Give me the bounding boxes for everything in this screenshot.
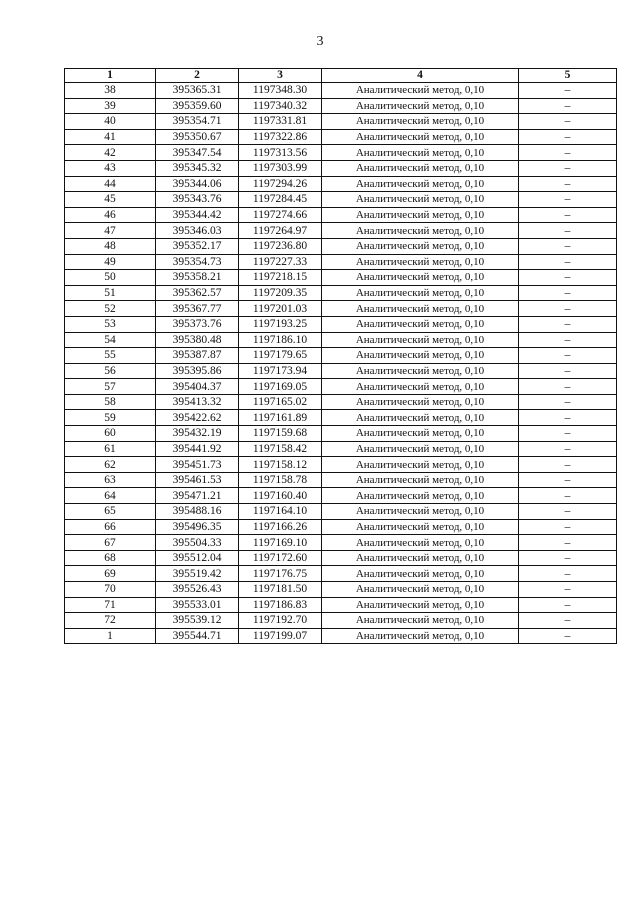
cell-y-coordinate: 1197209.35 xyxy=(239,285,322,301)
cell-method-accuracy: Аналитический метод, 0,10 xyxy=(322,519,519,535)
cell-remark: – xyxy=(519,98,617,114)
table-row xyxy=(65,332,617,348)
cell-x-coordinate: 395365.31 xyxy=(156,83,239,99)
cell-point-number: 63 xyxy=(65,472,156,488)
cell-x-coordinate: 395344.06 xyxy=(156,176,239,192)
cell-y-coordinate: 1197218.15 xyxy=(239,270,322,286)
cell-method-accuracy: Аналитический метод, 0,10 xyxy=(322,332,519,348)
cell-y-coordinate: 1197173.94 xyxy=(239,363,322,379)
cell-x-coordinate: 395496.35 xyxy=(156,519,239,535)
cell-x-coordinate: 395350.67 xyxy=(156,129,239,145)
cell-method-accuracy: Аналитический метод, 0,10 xyxy=(322,472,519,488)
cell-y-coordinate: 1197322.86 xyxy=(239,129,322,145)
table-row xyxy=(65,582,617,598)
cell-x-coordinate: 395387.87 xyxy=(156,348,239,364)
cell-point-number: 61 xyxy=(65,441,156,457)
cell-remark: – xyxy=(519,535,617,551)
table-row xyxy=(65,176,617,192)
cell-x-coordinate: 395451.73 xyxy=(156,457,239,473)
cell-x-coordinate: 395380.48 xyxy=(156,332,239,348)
cell-x-coordinate: 395544.71 xyxy=(156,628,239,644)
cell-x-coordinate: 395404.37 xyxy=(156,379,239,395)
cell-remark: – xyxy=(519,160,617,176)
cell-method-accuracy: Аналитический метод, 0,10 xyxy=(322,316,519,332)
cell-y-coordinate: 1197158.42 xyxy=(239,441,322,457)
cell-y-coordinate: 1197158.78 xyxy=(239,472,322,488)
table-row xyxy=(65,160,617,176)
table-row xyxy=(65,223,617,239)
cell-method-accuracy: Аналитический метод, 0,10 xyxy=(322,363,519,379)
cell-point-number: 53 xyxy=(65,316,156,332)
cell-remark: – xyxy=(519,410,617,426)
cell-x-coordinate: 395367.77 xyxy=(156,301,239,317)
table-row xyxy=(65,597,617,613)
cell-method-accuracy: Аналитический метод, 0,10 xyxy=(322,301,519,317)
table-row xyxy=(65,145,617,161)
cell-method-accuracy: Аналитический метод, 0,10 xyxy=(322,379,519,395)
cell-x-coordinate: 395488.16 xyxy=(156,504,239,520)
cell-point-number: 71 xyxy=(65,597,156,613)
cell-y-coordinate: 1197303.99 xyxy=(239,160,322,176)
cell-remark: – xyxy=(519,550,617,566)
cell-point-number: 54 xyxy=(65,332,156,348)
cell-x-coordinate: 395422.62 xyxy=(156,410,239,426)
cell-point-number: 52 xyxy=(65,301,156,317)
cell-method-accuracy: Аналитический метод, 0,10 xyxy=(322,597,519,613)
column-header-2: 2 xyxy=(156,69,239,83)
column-header-1: 1 xyxy=(65,69,156,83)
cell-remark: – xyxy=(519,192,617,208)
cell-point-number: 39 xyxy=(65,98,156,114)
cell-remark: – xyxy=(519,207,617,223)
cell-point-number: 50 xyxy=(65,270,156,286)
cell-x-coordinate: 395344.42 xyxy=(156,207,239,223)
cell-remark: – xyxy=(519,504,617,520)
cell-y-coordinate: 1197169.10 xyxy=(239,535,322,551)
table-row xyxy=(65,270,617,286)
cell-method-accuracy: Аналитический метод, 0,10 xyxy=(322,270,519,286)
table-row xyxy=(65,348,617,364)
table-row xyxy=(65,504,617,520)
cell-method-accuracy: Аналитический метод, 0,10 xyxy=(322,176,519,192)
cell-point-number: 58 xyxy=(65,394,156,410)
table-row xyxy=(65,535,617,551)
cell-remark: – xyxy=(519,426,617,442)
cell-method-accuracy: Аналитический метод, 0,10 xyxy=(322,394,519,410)
cell-x-coordinate: 395373.76 xyxy=(156,316,239,332)
table-row xyxy=(65,613,617,629)
cell-method-accuracy: Аналитический метод, 0,10 xyxy=(322,441,519,457)
cell-remark: – xyxy=(519,394,617,410)
cell-remark: – xyxy=(519,238,617,254)
cell-y-coordinate: 1197186.83 xyxy=(239,597,322,613)
cell-point-number: 70 xyxy=(65,582,156,598)
cell-x-coordinate: 395504.33 xyxy=(156,535,239,551)
cell-y-coordinate: 1197313.56 xyxy=(239,145,322,161)
cell-x-coordinate: 395352.17 xyxy=(156,238,239,254)
cell-remark: – xyxy=(519,114,617,130)
table-row xyxy=(65,519,617,535)
cell-point-number: 38 xyxy=(65,83,156,99)
cell-x-coordinate: 395347.54 xyxy=(156,145,239,161)
cell-remark: – xyxy=(519,316,617,332)
cell-y-coordinate: 1197264.97 xyxy=(239,223,322,239)
table-row xyxy=(65,192,617,208)
cell-method-accuracy: Аналитический метод, 0,10 xyxy=(322,457,519,473)
cell-x-coordinate: 395395.86 xyxy=(156,363,239,379)
cell-y-coordinate: 1197348.30 xyxy=(239,83,322,99)
cell-method-accuracy: Аналитический метод, 0,10 xyxy=(322,628,519,644)
cell-x-coordinate: 395526.43 xyxy=(156,582,239,598)
table-row xyxy=(65,98,617,114)
cell-y-coordinate: 1197172.60 xyxy=(239,550,322,566)
cell-point-number: 68 xyxy=(65,550,156,566)
cell-y-coordinate: 1197331.81 xyxy=(239,114,322,130)
cell-method-accuracy: Аналитический метод, 0,10 xyxy=(322,145,519,161)
table-row xyxy=(65,394,617,410)
cell-x-coordinate: 395413.32 xyxy=(156,394,239,410)
cell-y-coordinate: 1197158.12 xyxy=(239,457,322,473)
table-row xyxy=(65,550,617,566)
cell-method-accuracy: Аналитический метод, 0,10 xyxy=(322,98,519,114)
cell-y-coordinate: 1197193.25 xyxy=(239,316,322,332)
cell-x-coordinate: 395362.57 xyxy=(156,285,239,301)
cell-y-coordinate: 1197161.89 xyxy=(239,410,322,426)
coordinates-table xyxy=(64,68,617,644)
cell-method-accuracy: Аналитический метод, 0,10 xyxy=(322,550,519,566)
cell-point-number: 42 xyxy=(65,145,156,161)
cell-method-accuracy: Аналитический метод, 0,10 xyxy=(322,192,519,208)
cell-x-coordinate: 395354.73 xyxy=(156,254,239,270)
cell-y-coordinate: 1197274.66 xyxy=(239,207,322,223)
table-row xyxy=(65,238,617,254)
cell-method-accuracy: Аналитический метод, 0,10 xyxy=(322,566,519,582)
table-row xyxy=(65,457,617,473)
cell-point-number: 46 xyxy=(65,207,156,223)
table-row xyxy=(65,472,617,488)
cell-method-accuracy: Аналитический метод, 0,10 xyxy=(322,254,519,270)
cell-y-coordinate: 1197165.02 xyxy=(239,394,322,410)
cell-remark: – xyxy=(519,83,617,99)
cell-point-number: 62 xyxy=(65,457,156,473)
cell-point-number: 44 xyxy=(65,176,156,192)
cell-remark: – xyxy=(519,597,617,613)
cell-x-coordinate: 395359.60 xyxy=(156,98,239,114)
cell-x-coordinate: 395354.71 xyxy=(156,114,239,130)
cell-remark: – xyxy=(519,223,617,239)
cell-remark: – xyxy=(519,488,617,504)
column-header-4: 4 xyxy=(322,69,519,83)
cell-y-coordinate: 1197166.26 xyxy=(239,519,322,535)
cell-method-accuracy: Аналитический метод, 0,10 xyxy=(322,582,519,598)
table-row xyxy=(65,207,617,223)
table-row xyxy=(65,379,617,395)
cell-point-number: 51 xyxy=(65,285,156,301)
cell-method-accuracy: Аналитический метод, 0,10 xyxy=(322,207,519,223)
cell-remark: – xyxy=(519,176,617,192)
cell-x-coordinate: 395539.12 xyxy=(156,613,239,629)
table-row xyxy=(65,285,617,301)
cell-x-coordinate: 395441.92 xyxy=(156,441,239,457)
cell-method-accuracy: Аналитический метод, 0,10 xyxy=(322,238,519,254)
cell-x-coordinate: 395345.32 xyxy=(156,160,239,176)
cell-remark: – xyxy=(519,363,617,379)
cell-point-number: 45 xyxy=(65,192,156,208)
cell-remark: – xyxy=(519,566,617,582)
cell-point-number: 60 xyxy=(65,426,156,442)
table-row xyxy=(65,628,617,644)
cell-method-accuracy: Аналитический метод, 0,10 xyxy=(322,613,519,629)
cell-remark: – xyxy=(519,301,617,317)
table-row xyxy=(65,129,617,145)
cell-remark: – xyxy=(519,348,617,364)
cell-x-coordinate: 395343.76 xyxy=(156,192,239,208)
cell-remark: – xyxy=(519,457,617,473)
cell-method-accuracy: Аналитический метод, 0,10 xyxy=(322,114,519,130)
cell-x-coordinate: 395461.53 xyxy=(156,472,239,488)
cell-x-coordinate: 395533.01 xyxy=(156,597,239,613)
cell-point-number: 69 xyxy=(65,566,156,582)
cell-x-coordinate: 395432.19 xyxy=(156,426,239,442)
table-row xyxy=(65,301,617,317)
column-header-5: 5 xyxy=(519,69,617,83)
cell-method-accuracy: Аналитический метод, 0,10 xyxy=(322,426,519,442)
table-row xyxy=(65,316,617,332)
table-row xyxy=(65,363,617,379)
cell-method-accuracy: Аналитический метод, 0,10 xyxy=(322,488,519,504)
cell-y-coordinate: 1197159.68 xyxy=(239,426,322,442)
table-row xyxy=(65,114,617,130)
cell-point-number: 57 xyxy=(65,379,156,395)
cell-remark: – xyxy=(519,285,617,301)
cell-point-number: 55 xyxy=(65,348,156,364)
cell-remark: – xyxy=(519,129,617,145)
cell-point-number: 41 xyxy=(65,129,156,145)
cell-point-number: 49 xyxy=(65,254,156,270)
page-number: 3 xyxy=(316,34,324,49)
cell-point-number: 47 xyxy=(65,223,156,239)
table-row xyxy=(65,441,617,457)
cell-point-number: 59 xyxy=(65,410,156,426)
table-row xyxy=(65,426,617,442)
cell-y-coordinate: 1197181.50 xyxy=(239,582,322,598)
table-row xyxy=(65,254,617,270)
cell-remark: – xyxy=(519,519,617,535)
cell-remark: – xyxy=(519,582,617,598)
cell-y-coordinate: 1197164.10 xyxy=(239,504,322,520)
table-row xyxy=(65,410,617,426)
cell-remark: – xyxy=(519,332,617,348)
cell-method-accuracy: Аналитический метод, 0,10 xyxy=(322,535,519,551)
cell-y-coordinate: 1197186.10 xyxy=(239,332,322,348)
cell-y-coordinate: 1197340.32 xyxy=(239,98,322,114)
cell-remark: – xyxy=(519,254,617,270)
table-header-row xyxy=(65,69,617,83)
cell-method-accuracy: Аналитический метод, 0,10 xyxy=(322,160,519,176)
cell-point-number: 43 xyxy=(65,160,156,176)
cell-y-coordinate: 1197169.05 xyxy=(239,379,322,395)
column-header-3: 3 xyxy=(239,69,322,83)
cell-method-accuracy: Аналитический метод, 0,10 xyxy=(322,223,519,239)
cell-remark: – xyxy=(519,379,617,395)
cell-x-coordinate: 395471.21 xyxy=(156,488,239,504)
cell-y-coordinate: 1197160.40 xyxy=(239,488,322,504)
cell-remark: – xyxy=(519,472,617,488)
cell-x-coordinate: 395519.42 xyxy=(156,566,239,582)
cell-method-accuracy: Аналитический метод, 0,10 xyxy=(322,504,519,520)
cell-x-coordinate: 395512.04 xyxy=(156,550,239,566)
cell-y-coordinate: 1197236.80 xyxy=(239,238,322,254)
cell-point-number: 65 xyxy=(65,504,156,520)
cell-y-coordinate: 1197199.07 xyxy=(239,628,322,644)
cell-y-coordinate: 1197284.45 xyxy=(239,192,322,208)
cell-y-coordinate: 1197179.65 xyxy=(239,348,322,364)
table-row xyxy=(65,566,617,582)
cell-point-number: 40 xyxy=(65,114,156,130)
cell-remark: – xyxy=(519,613,617,629)
cell-y-coordinate: 1197201.03 xyxy=(239,301,322,317)
cell-point-number: 1 xyxy=(65,628,156,644)
cell-remark: – xyxy=(519,270,617,286)
cell-point-number: 56 xyxy=(65,363,156,379)
cell-remark: – xyxy=(519,441,617,457)
cell-method-accuracy: Аналитический метод, 0,10 xyxy=(322,83,519,99)
cell-y-coordinate: 1197176.75 xyxy=(239,566,322,582)
cell-method-accuracy: Аналитический метод, 0,10 xyxy=(322,348,519,364)
cell-x-coordinate: 395346.03 xyxy=(156,223,239,239)
cell-method-accuracy: Аналитический метод, 0,10 xyxy=(322,285,519,301)
cell-point-number: 66 xyxy=(65,519,156,535)
cell-point-number: 72 xyxy=(65,613,156,629)
table-row xyxy=(65,488,617,504)
cell-y-coordinate: 1197227.33 xyxy=(239,254,322,270)
table-body xyxy=(65,83,617,644)
cell-y-coordinate: 1197192.70 xyxy=(239,613,322,629)
cell-point-number: 67 xyxy=(65,535,156,551)
cell-method-accuracy: Аналитический метод, 0,10 xyxy=(322,410,519,426)
cell-remark: – xyxy=(519,628,617,644)
cell-point-number: 64 xyxy=(65,488,156,504)
table-row xyxy=(65,83,617,99)
cell-method-accuracy: Аналитический метод, 0,10 xyxy=(322,129,519,145)
cell-point-number: 48 xyxy=(65,238,156,254)
cell-remark: – xyxy=(519,145,617,161)
cell-x-coordinate: 395358.21 xyxy=(156,270,239,286)
cell-y-coordinate: 1197294.26 xyxy=(239,176,322,192)
